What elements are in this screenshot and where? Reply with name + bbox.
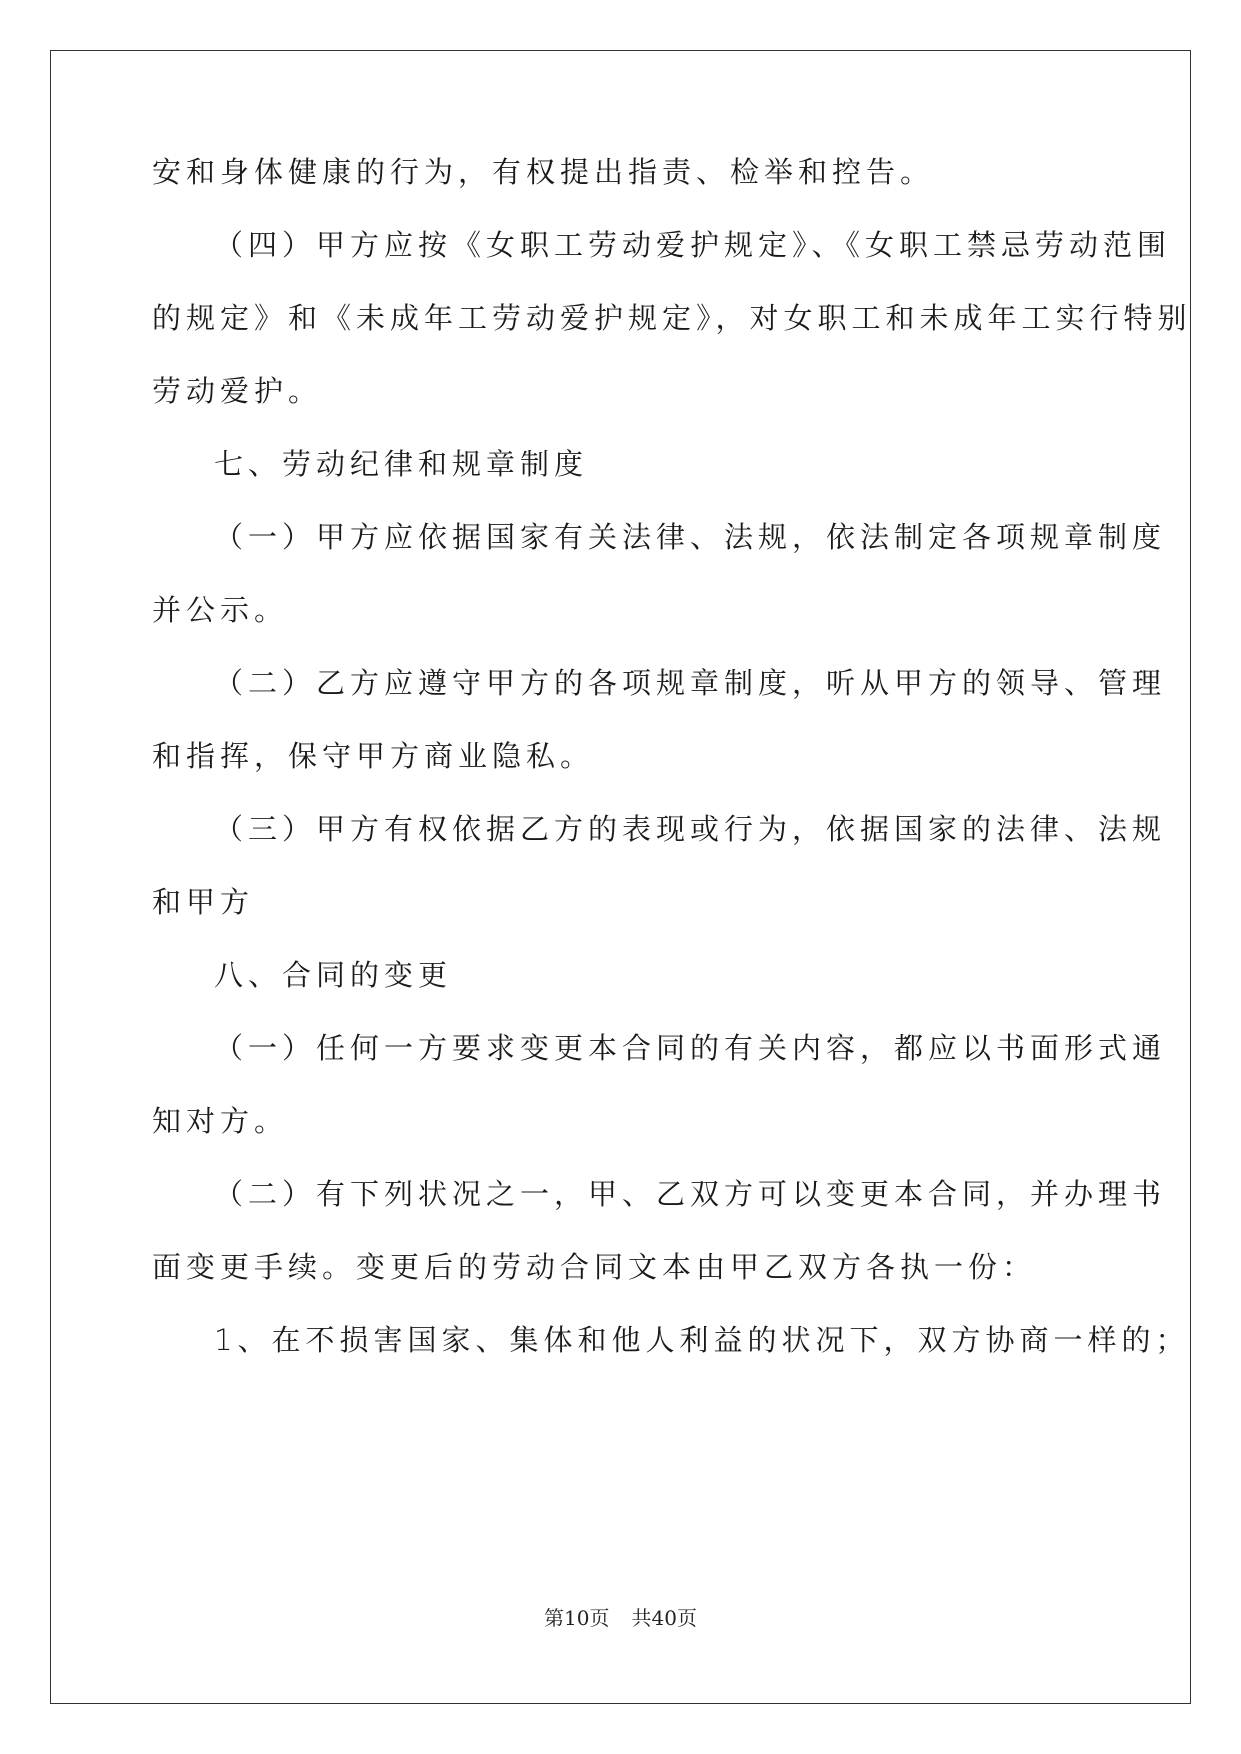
text-line: （三）甲方有权依据乙方的表现或行为，依据国家的法律、法规	[214, 812, 1167, 846]
text-line: （四）甲方应按《女职工劳动爱护规定》、《女职工禁忌劳动范围	[214, 228, 1172, 262]
section-heading: 七、劳动纪律和规章制度	[214, 447, 589, 481]
total-label-prefix: 共	[631, 1606, 652, 1630]
text-line: 知对方。	[152, 1104, 289, 1138]
text-line: 面变更手续。变更后的劳动合同文本由甲乙双方各执一份：	[152, 1250, 1037, 1284]
page-footer	[0, 1602, 1241, 1631]
page-label-suffix: 页	[589, 1606, 610, 1630]
section-heading: 八、合同的变更	[214, 958, 453, 992]
text-line: 和指挥，保守甲方商业隐私。	[152, 739, 595, 773]
text-line: 安和身体健康的行为，有权提出指责、检举和控告。	[152, 155, 935, 189]
text-line: （二）有下列状况之一，甲、乙双方可以变更本合同，并办理书	[214, 1177, 1167, 1211]
page-label-prefix: 第	[544, 1606, 565, 1630]
total-label-suffix: 页	[676, 1606, 697, 1630]
total-pages: 40	[651, 1606, 677, 1630]
text-line: 和甲方	[152, 885, 255, 919]
page-number: 10	[564, 1606, 590, 1630]
text-line: 并公示。	[152, 593, 289, 627]
text-line: 的规定》和《未成年工劳动爱护规定》，对女职工和未成年工实行特别	[152, 301, 1192, 335]
text-line: （二）乙方应遵守甲方的各项规章制度，听从甲方的领导、管理	[214, 666, 1167, 700]
text-line: （一）任何一方要求变更本合同的有关内容，都应以书面形式通	[214, 1031, 1167, 1065]
text-line: （一）甲方应依据国家有关法律、法规，依法制定各项规章制度	[214, 520, 1167, 554]
text-line: 1、在不损害国家、集体和他人利益的状况下，双方协商一样的；	[214, 1323, 1190, 1357]
text-line: 劳动爱护。	[152, 374, 323, 408]
